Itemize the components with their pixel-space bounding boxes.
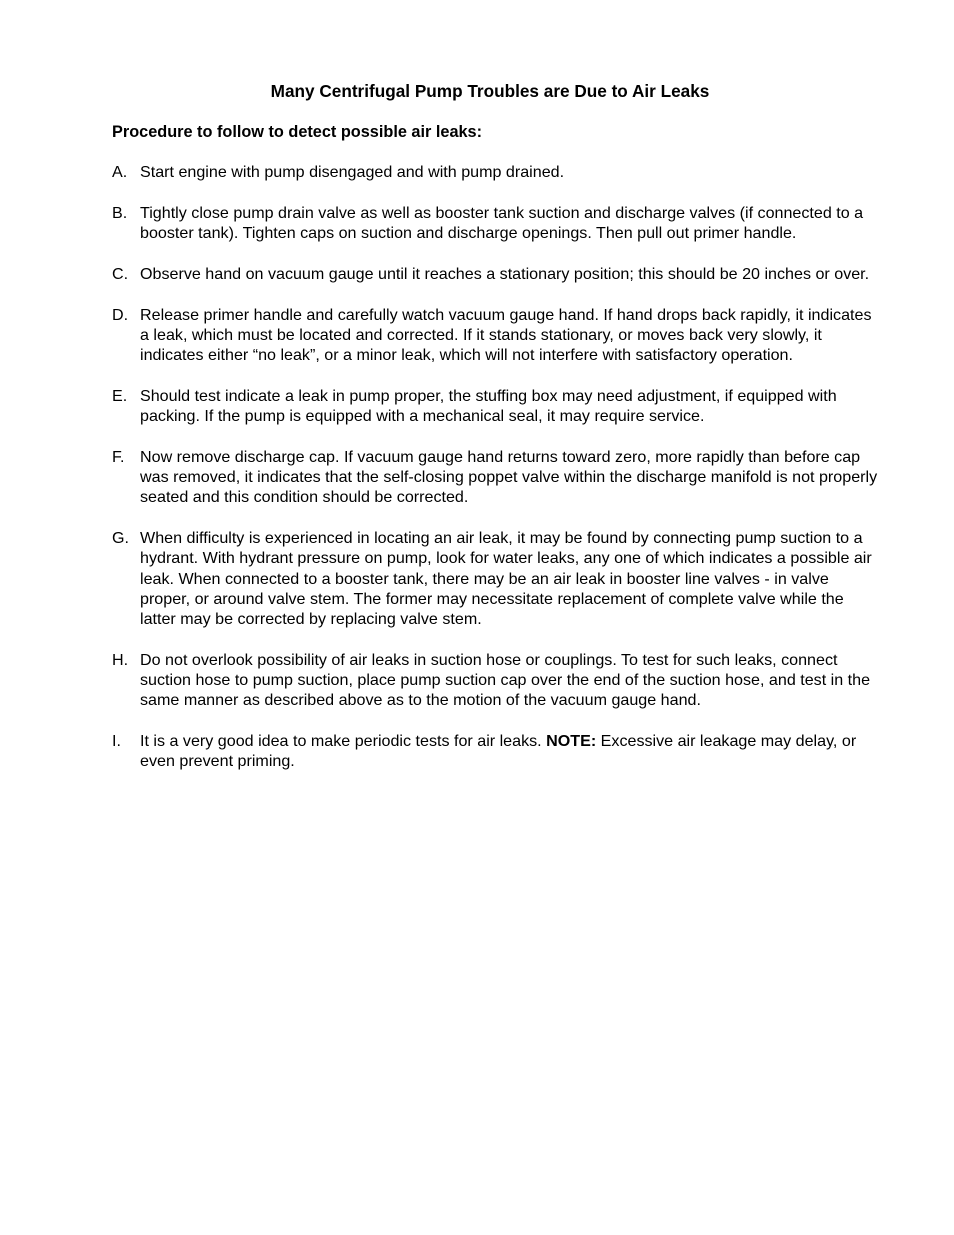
procedure-heading: Procedure to follow to detect possible air leaks: — [112, 123, 483, 141]
step-marker: A. — [112, 163, 128, 181]
step-d — [112, 305, 882, 366]
step-text: Do not overlook possibility of air leaks in suction hose or couplings. To test for such leaks, connect suction hose to pump suction, place pump suction cap over the end of the suction hose, and test in the same manner as described above as to the motion of the vacuum gauge hand. — [140, 650, 871, 710]
step-i — [112, 731, 882, 772]
step-text-after-note: Excessive air leakage may delay, or even prevent priming. — [140, 732, 857, 771]
step-marker: E. — [112, 386, 128, 405]
step-marker: D. — [112, 305, 129, 324]
step-text: Tightly close pump drain valve as well as booster tank suction and discharge valves (if connected to a booster tank). Tighten caps on suction and discharge openings. Then pull out primer handle. — [140, 203, 864, 242]
step-e — [112, 386, 882, 427]
step-text: Now remove discharge cap. If vacuum gauge hand returns toward zero, more rapidly than before cap was removed, it indicates that the self-closing poppet valve within the discharge manifold is not properly seated and this condition should be corrected. — [140, 447, 878, 507]
step-text: When difficulty is experienced in locating an air leak, it may be found by connecting pump suction to a hydrant. With hydrant pressure on pump, look for water leaks, any one of which indicates a possible air leak. When connected to a booster tank, there may be an air leak in booster line valves - in valve proper, or around valve stem. The former may necessitate replacement of complete valve while the latter may be corrected by replacing valve stem. — [140, 529, 872, 628]
step-text-before-note: It is a very good idea to make periodic tests for air leaks. — [140, 732, 547, 750]
step-text — [140, 731, 882, 772]
step-f — [112, 447, 882, 508]
step-marker: I. — [112, 732, 121, 750]
step-b — [112, 203, 882, 244]
step-text: Observe hand on vacuum gauge until it reaches a stationary position; this should be 20 inches or over. — [140, 264, 870, 283]
step-a — [112, 162, 882, 182]
step-text: Should test indicate a leak in pump proper, the stuffing box may need adjustment, if equipped with packing. If the pump is equipped with a mechanical seal, it may require service. — [140, 386, 837, 425]
procedure-steps — [112, 162, 882, 792]
step-marker: B. — [112, 203, 128, 222]
step-marker: F. — [112, 447, 125, 466]
step-marker: C. — [112, 264, 129, 283]
step-text: Release primer handle and carefully watch vacuum gauge hand. If hand drops back rapidly, it indicates a leak, which must be located and corrected. If it stands stationary, or moves back very slowly, it indicates either “no leak”, or a minor leak, which will not interfere with satisfactory operation. — [140, 305, 872, 364]
step-c — [112, 264, 882, 284]
document-title: Many Centrifugal Pump Troubles are Due to Air Leaks — [270, 81, 710, 101]
step-text: Start engine with pump disengaged and with pump drained. — [140, 163, 565, 181]
step-marker: G. — [112, 529, 129, 547]
step-h — [112, 650, 882, 711]
note-label: NOTE: — [546, 732, 597, 750]
step-marker: H. — [112, 650, 129, 669]
step-g — [112, 528, 882, 629]
